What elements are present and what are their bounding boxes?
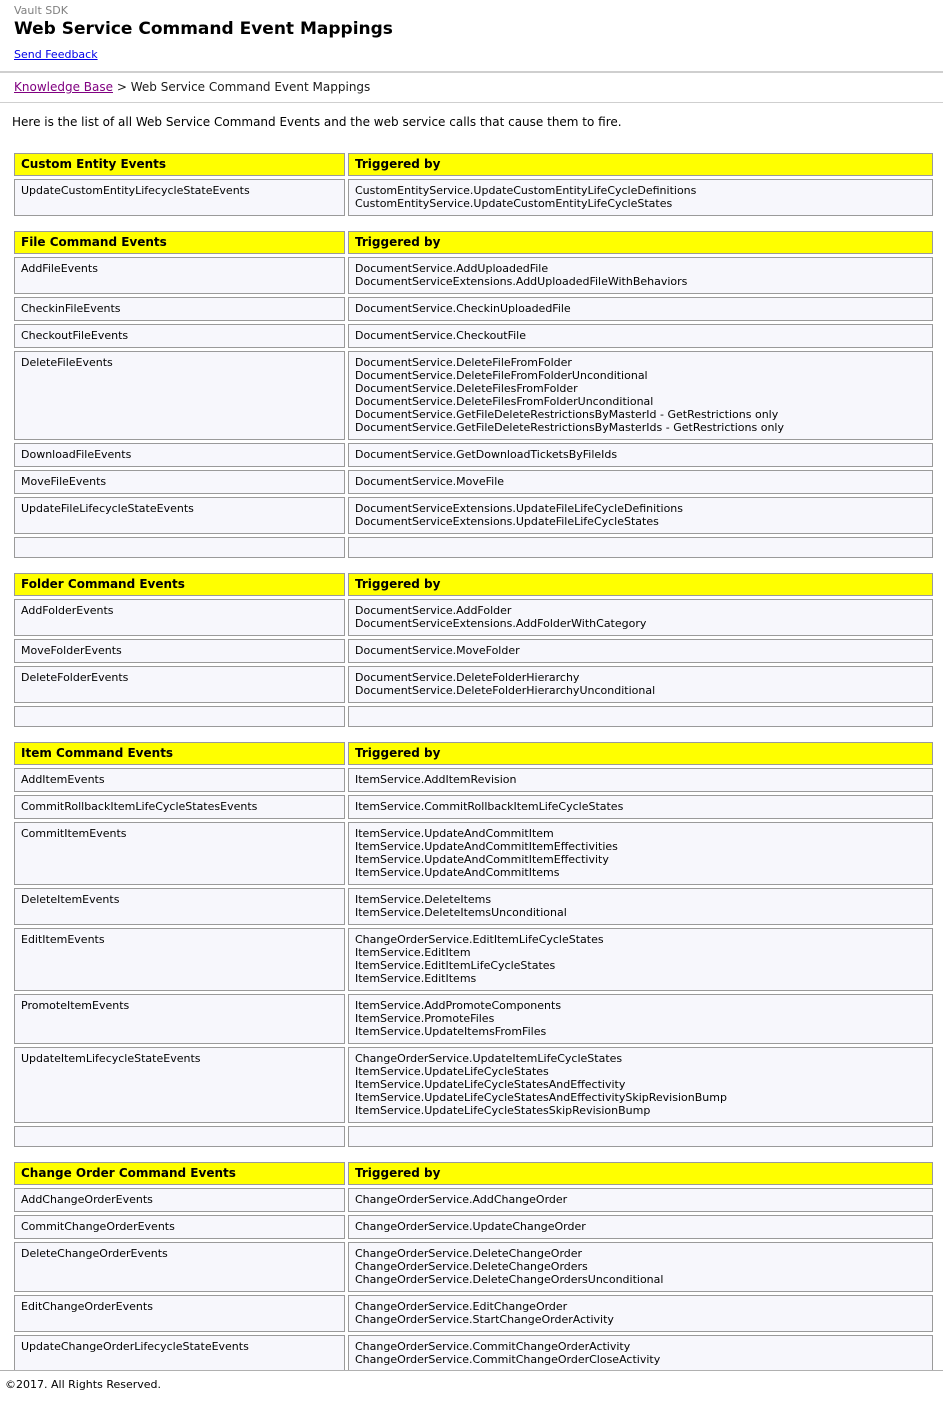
event-name-cell: EditItemEvents	[14, 928, 345, 991]
triggered-by-header: Triggered by	[348, 742, 933, 765]
triggers-cell	[348, 822, 933, 885]
trigger-call: ItemService.UpdateAndCommitItems	[355, 866, 560, 879]
table-row	[14, 1215, 933, 1239]
trigger-call: ChangeOrderService.EditItemLifeCycleStates	[355, 933, 604, 946]
triggers-cell	[348, 443, 933, 467]
triggers-cell	[348, 257, 933, 294]
empty-triggers-cell	[348, 1126, 933, 1147]
trigger-call: ChangeOrderService.UpdateItemLifeCycleStates	[355, 1052, 623, 1065]
triggers-cell	[348, 324, 933, 348]
product-name: Vault SDK	[14, 4, 68, 17]
triggers-cell	[348, 179, 933, 216]
event-name-cell: CommitItemEvents	[14, 822, 345, 885]
table-row	[14, 1335, 933, 1372]
trigger-call: DocumentService.DeleteFolderHierarchy	[355, 671, 580, 684]
events-table	[11, 570, 936, 730]
triggers-cell	[348, 497, 933, 534]
trigger-call: DocumentService.AddUploadedFile	[355, 262, 549, 275]
table-title-header: Item Command Events	[14, 742, 345, 765]
triggers-cell	[348, 795, 933, 819]
trigger-call: DocumentServiceExtensions.UpdateFileLifeCycleDefinitions	[355, 502, 683, 515]
trigger-call: DocumentService.GetFileDeleteRestrictionsByMasterIds - GetRestrictions only	[355, 421, 784, 434]
table-row	[14, 1188, 933, 1212]
table-row	[14, 497, 933, 534]
table-row	[14, 443, 933, 467]
triggered-by-header: Triggered by	[348, 153, 933, 176]
trigger-call: DocumentService.AddFolder	[355, 604, 512, 617]
table-title-header: File Command Events	[14, 231, 345, 254]
event-name-cell: AddItemEvents	[14, 768, 345, 792]
breadcrumb	[0, 71, 943, 103]
table-row	[14, 928, 933, 991]
table-row	[14, 795, 933, 819]
event-name-cell: DeleteChangeOrderEvents	[14, 1242, 345, 1292]
event-name-cell: DownloadFileEvents	[14, 443, 345, 467]
trigger-call: ChangeOrderService.CommitChangeOrderCloseActivity	[355, 1353, 661, 1366]
trigger-call: ItemService.UpdateItemsFromFiles	[355, 1025, 547, 1038]
event-name-cell: AddChangeOrderEvents	[14, 1188, 345, 1212]
event-name-cell: UpdateItemLifecycleStateEvents	[14, 1047, 345, 1123]
table-row	[14, 324, 933, 348]
triggers-cell	[348, 1215, 933, 1239]
trigger-call: ItemService.UpdateLifeCycleStatesSkipRevisionBump	[355, 1104, 651, 1117]
events-table	[11, 739, 936, 1150]
table-row	[14, 297, 933, 321]
trigger-call: DocumentService.CheckoutFile	[355, 329, 527, 342]
trigger-call: DocumentService.DeleteFileFromFolder	[355, 356, 572, 369]
empty-event-cell	[14, 1126, 345, 1147]
tables-container	[11, 150, 943, 1399]
trigger-call: ChangeOrderService.UpdateChangeOrder	[355, 1220, 586, 1233]
empty-triggers-cell	[348, 537, 933, 558]
empty-event-cell	[14, 537, 345, 558]
table-row	[14, 768, 933, 792]
triggers-cell	[348, 1188, 933, 1212]
table-row	[14, 1295, 933, 1332]
trigger-call: ChangeOrderService.CommitChangeOrderActivity	[355, 1340, 631, 1353]
event-name-cell: MoveFolderEvents	[14, 639, 345, 663]
table-row	[14, 179, 933, 216]
events-table	[11, 228, 936, 561]
trigger-call: ChangeOrderService.AddChangeOrder	[355, 1193, 568, 1206]
trigger-call: ItemService.UpdateLifeCycleStatesAndEffectivitySkipRevisionBump	[355, 1091, 727, 1104]
send-feedback-link[interactable]: Send Feedback	[14, 48, 98, 61]
table-row	[14, 888, 933, 925]
event-name-cell: CommitRollbackItemLifeCycleStatesEvents	[14, 795, 345, 819]
triggers-cell	[348, 994, 933, 1044]
trigger-call: ItemService.UpdateAndCommitItem	[355, 827, 554, 840]
trigger-call: DocumentServiceExtensions.AddUploadedFileWithBehaviors	[355, 275, 688, 288]
event-name-cell: EditChangeOrderEvents	[14, 1295, 345, 1332]
intro-text: Here is the list of all Web Service Command Events and the web service calls that cause them to fire.	[12, 115, 622, 129]
trigger-call: ItemService.DeleteItemsUnconditional	[355, 906, 567, 919]
table-row	[14, 1242, 933, 1292]
table-row	[14, 257, 933, 294]
event-name-cell: UpdateChangeOrderLifecycleStateEvents	[14, 1335, 345, 1372]
table-title-header: Folder Command Events	[14, 573, 345, 596]
event-name-cell: DeleteFileEvents	[14, 351, 345, 440]
triggers-cell	[348, 639, 933, 663]
trigger-call: ItemService.EditItemLifeCycleStates	[355, 959, 556, 972]
event-name-cell: AddFolderEvents	[14, 599, 345, 636]
triggers-cell	[348, 297, 933, 321]
triggered-by-header: Triggered by	[348, 231, 933, 254]
trigger-call: DocumentService.GetFileDeleteRestrictionsByMasterId - GetRestrictions only	[355, 408, 779, 421]
triggers-cell	[348, 1242, 933, 1292]
event-name-cell: UpdateCustomEntityLifecycleStateEvents	[14, 179, 345, 216]
event-name-cell: DeleteItemEvents	[14, 888, 345, 925]
trigger-call: ItemService.PromoteFiles	[355, 1012, 495, 1025]
event-name-cell: CheckinFileEvents	[14, 297, 345, 321]
trigger-call: ChangeOrderService.DeleteChangeOrders	[355, 1260, 588, 1273]
empty-row	[14, 706, 933, 727]
triggered-by-header: Triggered by	[348, 573, 933, 596]
triggers-cell	[348, 888, 933, 925]
triggers-cell	[348, 351, 933, 440]
copyright-text: ©2017. All Rights Reserved.	[5, 1378, 162, 1391]
event-name-cell: PromoteItemEvents	[14, 994, 345, 1044]
trigger-call: ChangeOrderService.EditChangeOrder	[355, 1300, 568, 1313]
trigger-call: DocumentServiceExtensions.AddFolderWithCategory	[355, 617, 647, 630]
events-table	[11, 150, 936, 219]
trigger-call: DocumentService.DeleteFileFromFolderUnconditional	[355, 369, 648, 382]
trigger-call: ItemService.EditItems	[355, 972, 477, 985]
empty-event-cell	[14, 706, 345, 727]
table-header-row	[14, 153, 933, 176]
event-name-cell: AddFileEvents	[14, 257, 345, 294]
triggers-cell	[348, 599, 933, 636]
trigger-call: ItemService.EditItem	[355, 946, 471, 959]
triggered-by-header: Triggered by	[348, 1162, 933, 1185]
triggers-cell	[348, 470, 933, 494]
event-name-cell: CheckoutFileEvents	[14, 324, 345, 348]
trigger-call: DocumentService.GetDownloadTicketsByFileIds	[355, 448, 618, 461]
trigger-call: ItemService.CommitRollbackItemLifeCycleStates	[355, 800, 624, 813]
table-row	[14, 994, 933, 1044]
trigger-call: ItemService.UpdateLifeCycleStates	[355, 1065, 549, 1078]
table-row	[14, 666, 933, 703]
event-name-cell: MoveFileEvents	[14, 470, 345, 494]
trigger-call: DocumentService.MoveFolder	[355, 644, 520, 657]
table-title-header: Custom Entity Events	[14, 153, 345, 176]
event-name-cell: DeleteFolderEvents	[14, 666, 345, 703]
table-header-row	[14, 573, 933, 596]
triggers-cell	[348, 928, 933, 991]
empty-row	[14, 1126, 933, 1147]
event-name-cell: UpdateFileLifecycleStateEvents	[14, 497, 345, 534]
trigger-call: CustomEntityService.UpdateCustomEntityLifeCycleStates	[355, 197, 673, 210]
triggers-cell	[348, 1335, 933, 1372]
table-header-row	[14, 1162, 933, 1185]
trigger-call: ItemService.AddPromoteComponents	[355, 999, 562, 1012]
trigger-call: ItemService.UpdateAndCommitItemEffectivities	[355, 840, 618, 853]
trigger-call: ItemService.DeleteItems	[355, 893, 492, 906]
table-row	[14, 822, 933, 885]
trigger-call: DocumentService.MoveFile	[355, 475, 505, 488]
trigger-call: ChangeOrderService.DeleteChangeOrder	[355, 1247, 583, 1260]
table-title-header: Change Order Command Events	[14, 1162, 345, 1185]
triggers-cell	[348, 768, 933, 792]
page-footer	[0, 1370, 943, 1399]
triggers-cell	[348, 1295, 933, 1332]
trigger-call: ItemService.UpdateLifeCycleStatesAndEffectivity	[355, 1078, 626, 1091]
trigger-call: ChangeOrderService.DeleteChangeOrdersUnconditional	[355, 1273, 664, 1286]
trigger-call: DocumentServiceExtensions.UpdateFileLifeCycleStates	[355, 515, 659, 528]
triggers-cell	[348, 1047, 933, 1123]
empty-row	[14, 537, 933, 558]
trigger-call: ChangeOrderService.StartChangeOrderActivity	[355, 1313, 614, 1326]
trigger-call: CustomEntityService.UpdateCustomEntityLifeCycleDefinitions	[355, 184, 697, 197]
event-name-cell: CommitChangeOrderEvents	[14, 1215, 345, 1239]
trigger-call: DocumentService.CheckinUploadedFile	[355, 302, 571, 315]
table-header-row	[14, 742, 933, 765]
events-table	[11, 1159, 936, 1399]
breadcrumb-current-page: Web Service Command Event Mappings	[130, 80, 371, 94]
table-row	[14, 470, 933, 494]
page-title: Web Service Command Event Mappings	[14, 19, 393, 39]
table-row	[14, 639, 933, 663]
table-header-row	[14, 231, 933, 254]
triggers-cell	[348, 666, 933, 703]
table-row	[14, 1047, 933, 1123]
trigger-call: ItemService.AddItemRevision	[355, 773, 517, 786]
page-header	[0, 0, 943, 62]
breadcrumb-knowledge-base-link[interactable]: Knowledge Base	[14, 80, 113, 94]
table-row	[14, 599, 933, 636]
empty-triggers-cell	[348, 706, 933, 727]
breadcrumb-separator: >	[116, 80, 127, 94]
trigger-call: DocumentService.DeleteFilesFromFolderUnconditional	[355, 395, 654, 408]
trigger-call: ItemService.UpdateAndCommitItemEffectivity	[355, 853, 609, 866]
trigger-call: DocumentService.DeleteFolderHierarchyUnconditional	[355, 684, 656, 697]
table-row	[14, 351, 933, 440]
trigger-call: DocumentService.DeleteFilesFromFolder	[355, 382, 578, 395]
